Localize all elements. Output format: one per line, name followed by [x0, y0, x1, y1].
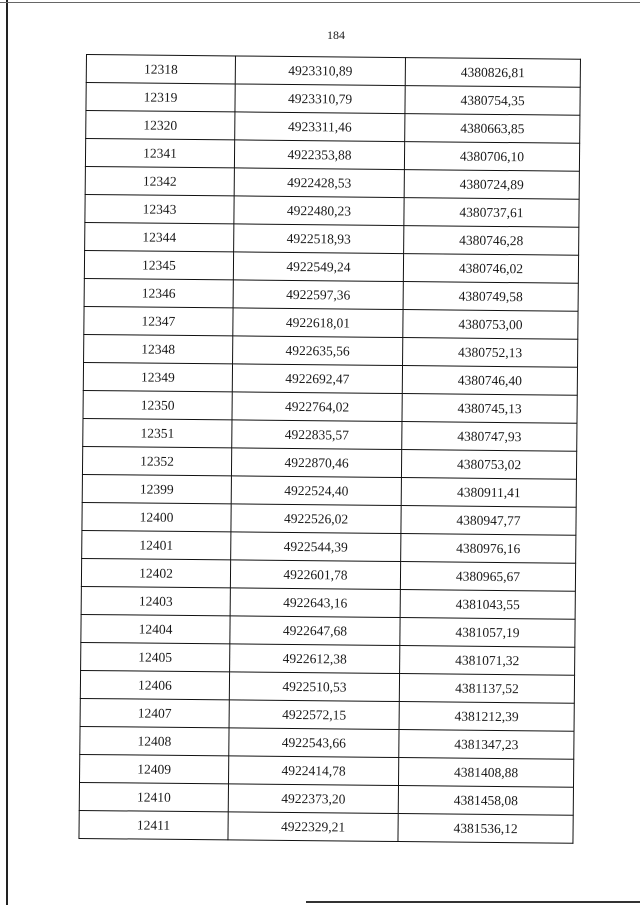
x-coordinate-cell: 4922373,20: [228, 784, 398, 814]
table-row: [84, 334, 578, 367]
y-coordinate-cell: 4380663,85: [405, 114, 580, 144]
table-row: [80, 754, 574, 787]
x-coordinate-cell: 4922353,88: [234, 140, 404, 170]
y-coordinate-cell: 4380752,13: [403, 338, 578, 368]
point-number-cell: 12410: [79, 782, 228, 811]
point-number-cell: 12320: [86, 111, 235, 140]
point-number-cell: 12343: [85, 194, 234, 223]
scan-edge-top: [0, 2, 640, 3]
y-coordinate-cell: 4380826,81: [405, 58, 580, 88]
x-coordinate-cell: 4922543,66: [229, 728, 399, 758]
y-coordinate-cell: 4380737,61: [404, 198, 579, 228]
table-row: [83, 418, 577, 451]
y-coordinate-cell: 4381408,88: [398, 758, 573, 788]
x-coordinate-cell: 4922480,23: [234, 196, 404, 226]
scan-edge-left: [6, 0, 8, 905]
point-number-cell: 12347: [84, 306, 233, 335]
page-number: 184: [327, 28, 345, 42]
y-coordinate-cell: 4381057,19: [400, 618, 575, 648]
point-number-cell: 12399: [82, 474, 231, 503]
point-number-cell: 12402: [81, 558, 230, 587]
y-coordinate-cell: 4380746,02: [403, 254, 578, 284]
table-row: [86, 111, 580, 144]
x-coordinate-cell: 4922428,53: [234, 168, 404, 198]
x-coordinate-cell: 4922414,78: [229, 756, 399, 786]
point-number-cell: 12319: [86, 83, 235, 112]
point-number-cell: 12401: [82, 530, 231, 559]
y-coordinate-cell: 4381212,39: [399, 702, 574, 732]
y-coordinate-cell: 4380911,41: [401, 478, 576, 508]
point-number-cell: 12409: [80, 754, 229, 783]
table-row: [86, 55, 580, 88]
x-coordinate-cell: 4922643,16: [230, 588, 400, 618]
x-coordinate-cell: 4922510,53: [229, 672, 399, 702]
point-number-cell: 12404: [81, 614, 230, 643]
point-number-cell: 12349: [83, 362, 232, 391]
x-coordinate-cell: 4922618,01: [233, 308, 403, 338]
y-coordinate-cell: 4380746,40: [402, 366, 577, 396]
point-number-cell: 12318: [86, 55, 235, 84]
y-coordinate-cell: 4381347,23: [399, 730, 574, 760]
table-row: [84, 250, 578, 283]
table-row: [81, 558, 575, 591]
point-number-cell: 12352: [82, 446, 231, 475]
table-row: [82, 446, 576, 479]
point-number-cell: 12344: [85, 222, 234, 251]
table-row: [84, 278, 578, 311]
x-coordinate-cell: 4922601,78: [230, 560, 400, 590]
x-coordinate-cell: 4922835,57: [232, 420, 402, 450]
table-row: [83, 362, 577, 395]
y-coordinate-cell: 4381071,32: [400, 646, 575, 676]
table-row: [81, 642, 575, 675]
point-number-cell: 12407: [80, 698, 229, 727]
table-row: [79, 782, 573, 815]
x-coordinate-cell: 4922526,02: [231, 504, 401, 534]
x-coordinate-cell: 4922549,24: [233, 252, 403, 282]
point-number-cell: 12348: [84, 334, 233, 363]
x-coordinate-cell: 4922597,36: [233, 280, 403, 310]
x-coordinate-cell: 4922764,02: [232, 392, 402, 422]
y-coordinate-cell: 4380965,67: [400, 562, 575, 592]
y-coordinate-cell: 4380947,77: [401, 506, 576, 536]
table-row: [84, 306, 578, 339]
y-coordinate-cell: 4380749,58: [403, 282, 578, 312]
table-row: [82, 474, 576, 507]
x-coordinate-cell: 4923311,46: [235, 112, 405, 142]
y-coordinate-cell: 4380724,89: [404, 170, 579, 200]
table-row: [82, 530, 576, 563]
table-row: [80, 698, 574, 731]
y-coordinate-cell: 4380976,16: [401, 534, 576, 564]
point-number-cell: 12341: [85, 139, 234, 168]
table-row: [83, 390, 577, 423]
point-number-cell: 12350: [83, 390, 232, 419]
x-coordinate-cell: 4922518,93: [234, 224, 404, 254]
y-coordinate-cell: 4381043,55: [400, 590, 575, 620]
point-number-cell: 12411: [79, 810, 228, 839]
point-number-cell: 12405: [81, 642, 230, 671]
y-coordinate-cell: 4380753,00: [403, 310, 578, 340]
table-row: [86, 83, 580, 116]
y-coordinate-cell: 4380747,93: [402, 422, 577, 452]
x-coordinate-cell: 4922635,56: [233, 336, 403, 366]
point-number-cell: 12406: [80, 670, 229, 699]
point-number-cell: 12408: [80, 726, 229, 755]
x-coordinate-cell: 4922692,47: [232, 364, 402, 394]
table-row: [85, 139, 579, 172]
y-coordinate-cell: 4380706,10: [404, 142, 579, 172]
y-coordinate-cell: 4380746,28: [404, 226, 579, 256]
x-coordinate-cell: 4922544,39: [231, 532, 401, 562]
scan-edge-bottom: [306, 901, 640, 903]
table-row: [85, 166, 579, 199]
table-row: [85, 222, 579, 255]
x-coordinate-cell: 4922329,21: [228, 812, 398, 842]
x-coordinate-cell: 4922612,38: [230, 644, 400, 674]
point-number-cell: 12346: [84, 278, 233, 307]
x-coordinate-cell: 4923310,79: [235, 84, 405, 114]
coordinates-table-body: [79, 55, 581, 844]
y-coordinate-cell: 4380754,35: [405, 86, 580, 116]
x-coordinate-cell: 4922647,68: [230, 616, 400, 646]
y-coordinate-cell: 4380753,02: [401, 450, 576, 480]
table-row: [80, 670, 574, 703]
x-coordinate-cell: 4922524,40: [231, 476, 401, 506]
y-coordinate-cell: 4380745,13: [402, 394, 577, 424]
table-row: [79, 810, 573, 843]
table-row: [81, 586, 575, 619]
x-coordinate-cell: 4922870,46: [231, 448, 401, 478]
x-coordinate-cell: 4922572,15: [229, 700, 399, 730]
table-row: [81, 614, 575, 647]
point-number-cell: 12403: [81, 586, 230, 615]
point-number-cell: 12342: [85, 166, 234, 195]
coordinates-table: [78, 54, 581, 844]
point-number-cell: 12345: [84, 250, 233, 279]
table-row: [80, 726, 574, 759]
x-coordinate-cell: 4923310,89: [235, 56, 405, 86]
table-row: [82, 502, 576, 535]
table-row: [85, 194, 579, 227]
y-coordinate-cell: 4381536,12: [398, 814, 573, 844]
y-coordinate-cell: 4381137,52: [399, 674, 574, 704]
y-coordinate-cell: 4381458,08: [398, 786, 573, 816]
point-number-cell: 12351: [83, 418, 232, 447]
point-number-cell: 12400: [82, 502, 231, 531]
